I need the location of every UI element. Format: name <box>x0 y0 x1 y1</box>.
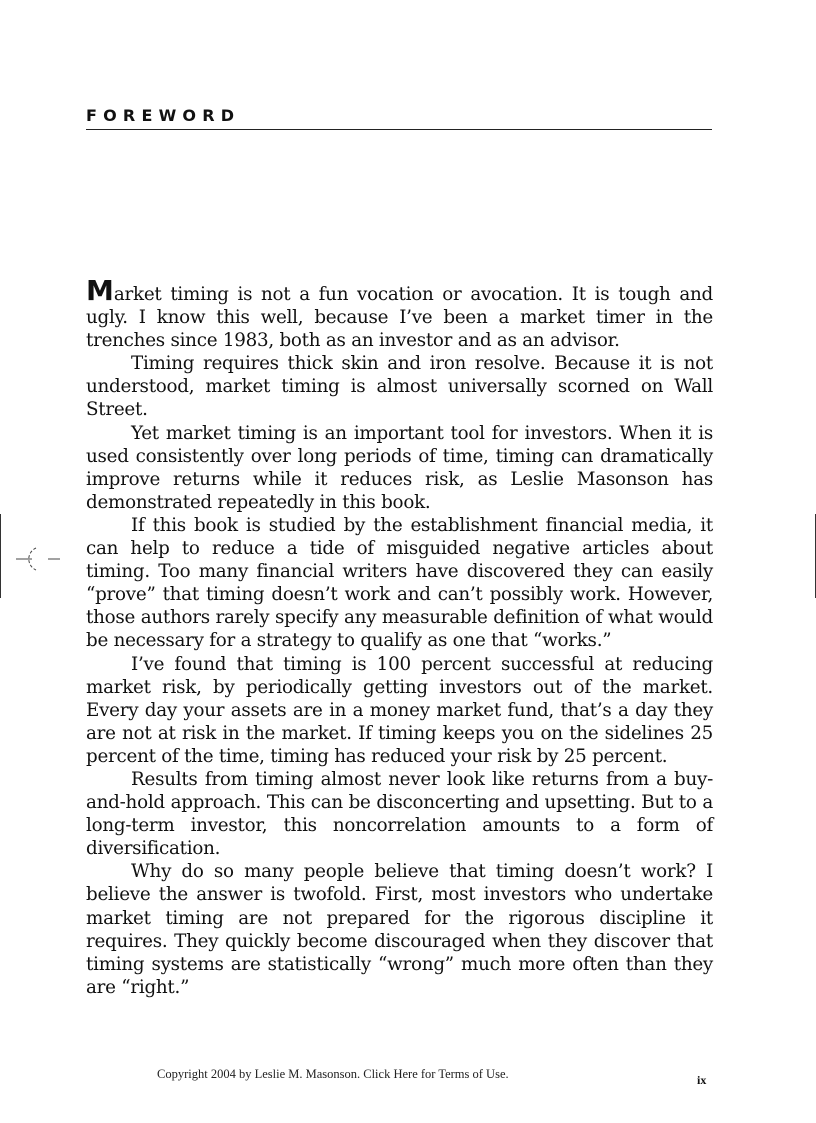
heading-rule <box>86 129 712 130</box>
paragraph-6: Results from timing almost never look like returns from a buy-and-hold approach. This can be disconcerting and upsetting. But to a long-term investor, this noncorrelation amounts to a form of diversification. <box>86 768 713 860</box>
left-margin-line <box>0 514 1 598</box>
page-number: ix <box>697 1073 707 1087</box>
paragraph-5: I’ve found that timing is 100 percent successful at reducing market risk, by periodically getting investors out of the market. Every day your assets are in a money market fund, that’s a day they are not at risk in the market. If timing keeps you on the sidelines 25 percent of the time, timing has reduced your risk by 25 percent. <box>86 653 713 767</box>
paragraph-7: Why do so many people believe that timing doesn’t work? I believe the answer is twofold. First, most investors who undertake market timing are not prepared for the rigorous discipline it requires. They quickly become discouraged when they discover that timing systems are statistically “wrong” much more often than they are “right.” <box>86 861 713 998</box>
copyright-terms-link[interactable]: Copyright 2004 by Leslie M. Masonson. Click Here for Terms of Use. <box>157 1067 509 1081</box>
paragraph-4: If this book is studied by the establishment financial media, it can help to reduce a tide of misguided negative articles about timing. Too many financial writers have discovered they can easily “prove” that timing doesn’t work and can’t possibly work. However, those authors rarely specify any measurable definition of what would be necessary for a strategy to qualify as one that “works.” <box>86 514 713 652</box>
chapter-heading: FOREWORD <box>86 106 241 125</box>
drop-cap: M <box>86 274 114 307</box>
paragraph-2: Timing requires thick skin and iron resolve. Because it is not understood, market timing is almost universally scorned on Wall Street. <box>86 353 713 421</box>
foreword-body <box>86 274 713 999</box>
registration-mark-icon <box>14 540 64 576</box>
paragraph-1 <box>86 274 713 352</box>
paragraph-1-text: arket timing is not a fun vocation or avocation. It is tough and ugly. I know this well, because I’ve been a market timer in the trenches since 1983, both as an investor and as an advisor. <box>86 284 713 352</box>
paragraph-3: Yet market timing is an important tool for investors. When it is used consistently over long periods of time, timing can dramatically improve returns while it reduces risk, as Leslie Masonson has demonstrated repeatedly in this book. <box>86 422 713 513</box>
